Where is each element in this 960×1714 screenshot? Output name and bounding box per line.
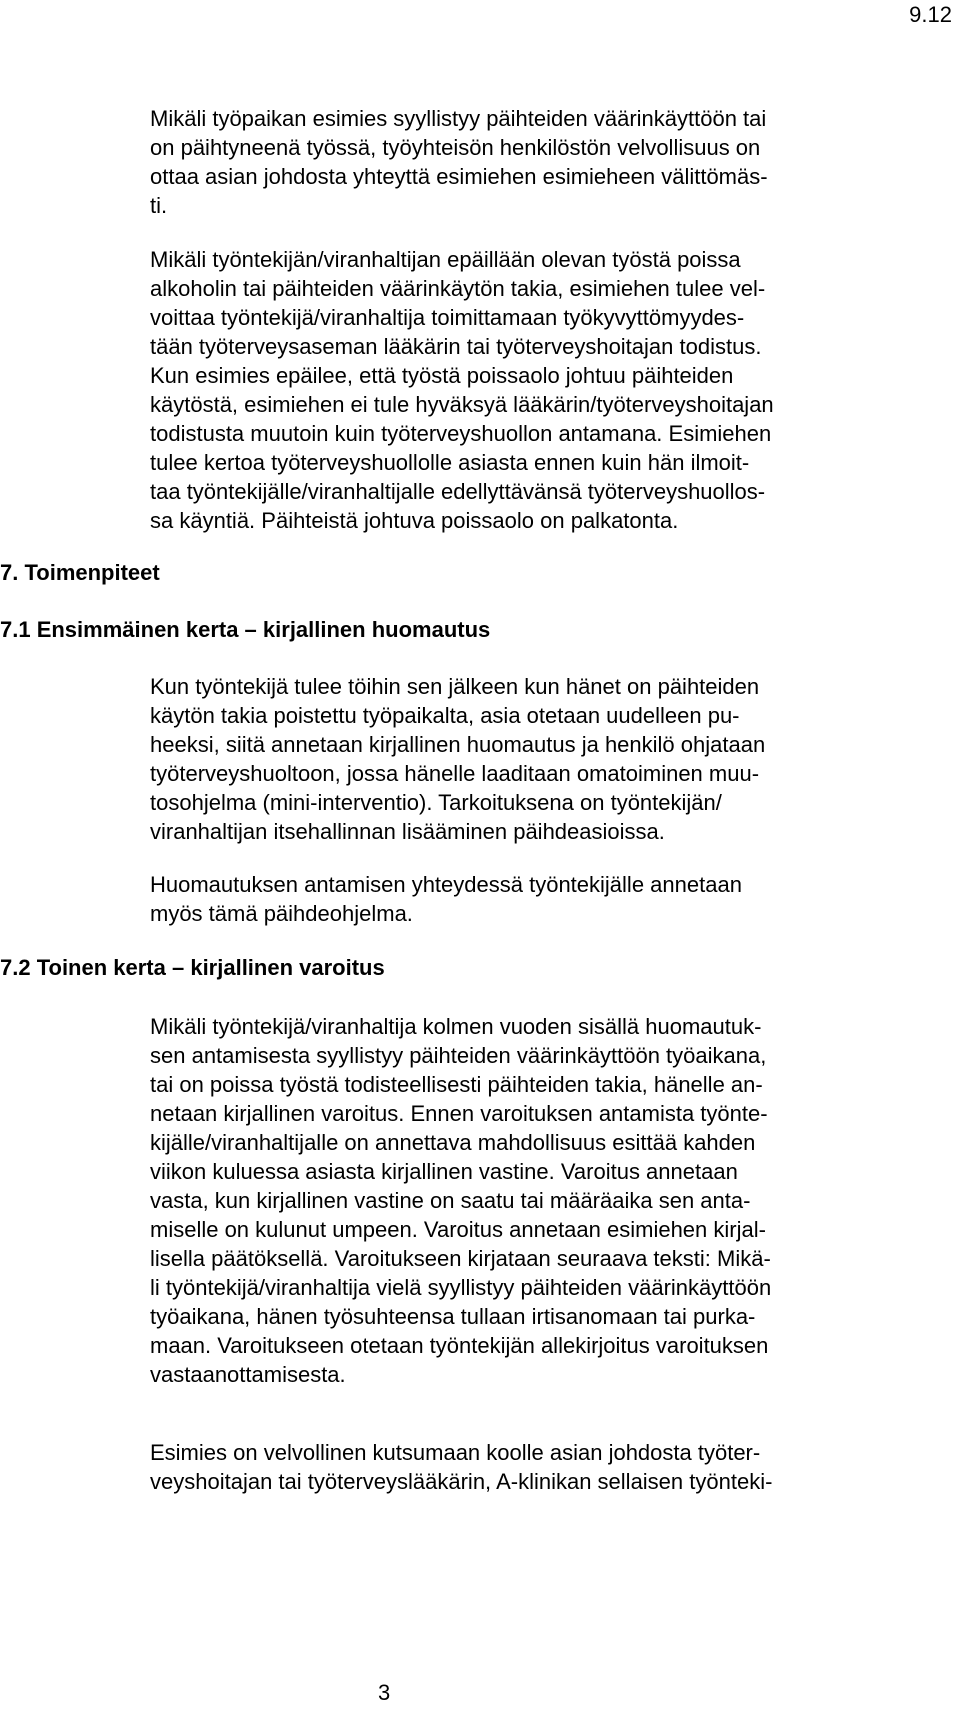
text-line: Mikäli työpaikan esimies syyllistyy päihteiden väärinkäyttöön tai bbox=[150, 106, 767, 131]
text-line: voittaa työntekijä/viranhaltija toimittamaan työkyvyttömyydes- bbox=[150, 305, 745, 330]
text-line: työaikana, hänen työsuhteensa tullaan irtisanomaan tai purka- bbox=[150, 1304, 756, 1329]
text-line: Mikäli työntekijän/viranhaltijan epäillään olevan työstä poissa bbox=[150, 247, 741, 272]
text-line: tai on poissa työstä todisteellisesti päihteiden takia, hänelle an- bbox=[150, 1072, 763, 1097]
text-line: sa käyntiä. Päihteistä johtuva poissaolo on palkatonta. bbox=[150, 508, 679, 533]
text-line: on päihtyneenä työssä, työyhteisön henkilöstön velvollisuus on bbox=[150, 135, 761, 160]
text-line: lisella päätöksellä. Varoitukseen kirjataan seuraava teksti: Mikä- bbox=[150, 1246, 771, 1271]
heading-section-7-2: 7.2 Toinen kerta – kirjallinen varoitus bbox=[0, 955, 385, 980]
paragraph-2 bbox=[150, 245, 950, 535]
text-line: myös tämä päihdeohjelma. bbox=[150, 901, 413, 926]
text-line: ti. bbox=[150, 193, 168, 218]
text-line: vasta, kun kirjallinen vastine on saatu tai määräaika sen anta- bbox=[150, 1188, 751, 1213]
text-line: li työntekijä/viranhaltija vielä syyllistyy päihteiden väärinkäyttöön bbox=[150, 1275, 772, 1300]
text-line: veyshoitajan tai työterveyslääkärin, A-klinikan sellaisen työnteki- bbox=[150, 1469, 773, 1494]
text-line: tulee kertoa työterveyshuollolle asiasta ennen kuin hän ilmoit- bbox=[150, 450, 750, 475]
page-number: 3 bbox=[378, 1680, 391, 1705]
text-line: Kun esimies epäilee, että työstä poissaolo johtuu päihteiden bbox=[150, 363, 734, 388]
text-line: käytön takia poistettu työpaikalta, asia otetaan uudelleen pu- bbox=[150, 703, 740, 728]
text-line: tään työterveysaseman lääkärin tai työterveyshoitajan todistus. bbox=[150, 334, 762, 359]
heading-section-7: 7. Toimenpiteet bbox=[0, 560, 160, 585]
text-line: käytöstä, esimiehen ei tule hyväksyä lääkärin/työterveyshoitajan bbox=[150, 392, 774, 417]
text-line: netaan kirjallinen varoitus. Ennen varoituksen antamista työnte- bbox=[150, 1101, 768, 1126]
paragraph-5 bbox=[150, 1012, 950, 1389]
text-line: Huomautuksen antamisen yhteydessä työntekijälle annetaan bbox=[150, 872, 742, 897]
paragraph-1 bbox=[150, 104, 950, 220]
text-line: vastaanottamisesta. bbox=[150, 1362, 346, 1387]
text-line: alkoholin tai päihteiden väärinkäytön takia, esimiehen tulee vel- bbox=[150, 276, 766, 301]
paragraph-3 bbox=[150, 672, 950, 846]
text-line: kijälle/viranhaltijalle on annettava mahdollisuus esittää kahden bbox=[150, 1130, 756, 1155]
text-line: sen antamisesta syyllistyy päihteiden väärinkäyttöön työaikana, bbox=[150, 1043, 767, 1068]
text-line: heeksi, siitä annetaan kirjallinen huomautus ja henkilö ohjataan bbox=[150, 732, 766, 757]
text-line: Kun työntekijä tulee töihin sen jälkeen kun hänet on päihteiden bbox=[150, 674, 760, 699]
paragraph-6 bbox=[150, 1438, 950, 1496]
text-line: ottaa asian johdosta yhteyttä esimiehen esimieheen välittömäs- bbox=[150, 164, 768, 189]
text-line: Esimies on velvollinen kutsumaan koolle asian johdosta työter- bbox=[150, 1440, 761, 1465]
text-line: tosohjelma (mini-interventio). Tarkoituksena on työntekijän/ bbox=[150, 790, 722, 815]
paragraph-4 bbox=[150, 870, 950, 928]
text-line: työterveyshuoltoon, jossa hänelle laaditaan omatoiminen muu- bbox=[150, 761, 760, 786]
text-line: viikon kuluessa asiasta kirjallinen vastine. Varoitus annetaan bbox=[150, 1159, 738, 1184]
text-line: maan. Varoitukseen otetaan työntekijän allekirjoitus varoituksen bbox=[150, 1333, 769, 1358]
text-line: Mikäli työntekijä/viranhaltija kolmen vuoden sisällä huomautuk- bbox=[150, 1014, 762, 1039]
text-line: todistusta muutoin kuin työterveyshuollon antamana. Esimiehen bbox=[150, 421, 772, 446]
heading-section-7-1: 7.1 Ensimmäinen kerta – kirjallinen huomautus bbox=[0, 617, 491, 642]
text-line: taa työntekijälle/viranhaltijalle edellyttävänsä työterveyshuollos- bbox=[150, 479, 766, 504]
text-line: viranhaltijan itsehallinnan lisääminen päihdeasioissa. bbox=[150, 819, 665, 844]
page-label: 9.12 bbox=[909, 2, 952, 27]
text-line: miselle on kulunut umpeen. Varoitus annetaan esimiehen kirjal- bbox=[150, 1217, 766, 1242]
